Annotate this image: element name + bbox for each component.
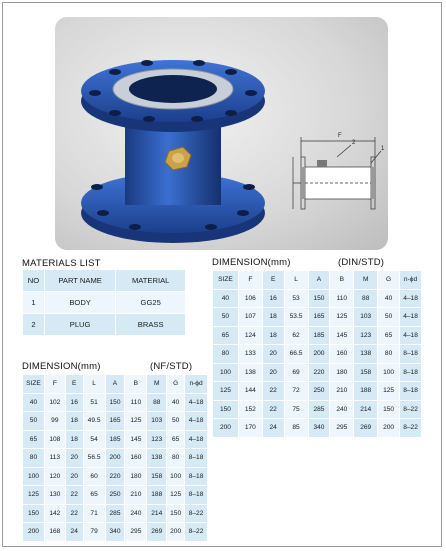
din-table-cell: 88 [354, 289, 378, 308]
nf-table-cell: 50 [167, 412, 185, 431]
nf-header-cell: E [65, 375, 83, 394]
materials-header-row [23, 270, 186, 292]
nf-table-cell: 50 [23, 412, 45, 431]
nf-table-cell: 102 [44, 393, 65, 412]
din-table-cell: 269 [354, 419, 378, 438]
nf-table-cell: 180 [125, 467, 147, 486]
din-table-cell: 160 [330, 345, 354, 364]
nf-table-cell: 60 [83, 467, 105, 486]
din-table-cell: 138 [354, 345, 378, 364]
nf-table-cell: 138 [147, 449, 167, 468]
nf-table-cell: 8–18 [185, 449, 208, 468]
nf-table-cell: 40 [23, 393, 45, 412]
nf-table-cell: 18 [65, 412, 83, 431]
nf-table-cell: 108 [44, 430, 65, 449]
nf-table-cell: 8–22 [185, 523, 208, 542]
din-standard: (DIN/STD) [338, 257, 385, 268]
din-header-cell: SIZE [213, 271, 239, 290]
din-table-cell: 125 [330, 308, 354, 327]
din-table-cell: 66.5 [284, 345, 308, 364]
nf-table-row [23, 467, 208, 486]
din-table-cell: 65 [378, 326, 400, 345]
din-table-cell: 145 [330, 326, 354, 345]
nf-table-cell: 125 [23, 486, 45, 505]
nf-table-cell: 65 [23, 430, 45, 449]
nf-table-cell: 54 [83, 430, 105, 449]
materials-cell: PLUG [44, 314, 115, 336]
drawing-label-f: F [338, 133, 342, 139]
nf-table-cell: 4–18 [185, 412, 208, 431]
nf-table-cell: 130 [44, 486, 65, 505]
nf-table-row [23, 449, 208, 468]
din-table-cell: 85 [284, 419, 308, 438]
nf-table-cell: 214 [147, 504, 167, 523]
din-table-cell: 295 [330, 419, 354, 438]
nf-table-cell: 71 [83, 504, 105, 523]
nf-table-cell: 18 [65, 430, 83, 449]
nf-table-cell: 269 [147, 523, 167, 542]
nf-table-cell: 150 [167, 504, 185, 523]
flange-coupling-illustration [55, 17, 388, 250]
din-table-row [213, 382, 422, 401]
din-table-cell: 240 [330, 400, 354, 419]
din-table-cell: 65 [213, 326, 239, 345]
nf-table-cell: 150 [105, 393, 125, 412]
nf-table-cell: 285 [105, 504, 125, 523]
din-header-cell: E [262, 271, 284, 290]
nf-table-cell: 49.5 [83, 412, 105, 431]
materials-cell: 2 [23, 314, 45, 336]
nf-table-cell: 20 [65, 449, 83, 468]
nf-table-cell: 20 [65, 467, 83, 486]
din-table-cell: 69 [284, 363, 308, 382]
din-table-cell: 200 [213, 419, 239, 438]
nf-table-cell: 8–18 [185, 486, 208, 505]
nf-table-cell: 160 [125, 449, 147, 468]
nf-header-cell: A [105, 375, 125, 394]
din-table-cell: 185 [308, 326, 330, 345]
materials-cell: BRASS [116, 314, 186, 336]
nf-table-cell: 40 [167, 393, 185, 412]
din-table-cell: 144 [238, 382, 262, 401]
materials-table [22, 269, 186, 336]
nf-table-cell: 125 [167, 486, 185, 505]
din-table-cell: 210 [330, 382, 354, 401]
nf-standard: (NF/STD) [150, 361, 193, 372]
nf-table-row [23, 504, 208, 523]
din-table-cell: 75 [284, 400, 308, 419]
din-table-cell: 53 [284, 289, 308, 308]
nf-title: DIMENSION(mm) [22, 361, 101, 372]
materials-header-material: MATERIAL [116, 270, 186, 292]
din-header-cell: F [238, 271, 262, 290]
nf-table-cell: 188 [147, 486, 167, 505]
nf-table-cell: 165 [105, 412, 125, 431]
din-table-cell: 158 [354, 363, 378, 382]
din-table-cell: 103 [354, 308, 378, 327]
din-header-row [213, 271, 422, 290]
materials-header-part: PART NAME [44, 270, 115, 292]
nf-table-row [23, 523, 208, 542]
nf-table-cell: 113 [44, 449, 65, 468]
nf-table-row [23, 430, 208, 449]
din-table-cell: 138 [238, 363, 262, 382]
drawing-label-2: 2 [352, 140, 356, 146]
din-table-cell: 20 [262, 345, 284, 364]
materials-row [23, 292, 186, 314]
nf-table-cell: 51 [83, 393, 105, 412]
din-table-cell: 4–18 [400, 326, 422, 345]
din-table-cell: 124 [238, 326, 262, 345]
nf-table-cell: 99 [44, 412, 65, 431]
nf-table-cell: 120 [44, 467, 65, 486]
nf-table-cell: 8–22 [185, 504, 208, 523]
nf-table-cell: 125 [125, 412, 147, 431]
materials-cell: BODY [44, 292, 115, 314]
din-table-cell: 4–18 [400, 308, 422, 327]
din-header-cell: A [308, 271, 330, 290]
din-table-row [213, 419, 422, 438]
din-table-cell: 80 [213, 345, 239, 364]
din-table-cell: 200 [378, 419, 400, 438]
nf-header-cell: n-ϕd [185, 375, 208, 394]
nf-table-cell: 340 [105, 523, 125, 542]
din-table-cell: 340 [308, 419, 330, 438]
din-table-cell: 4–18 [400, 289, 422, 308]
nf-table-cell: 4–18 [185, 393, 208, 412]
din-table-row [213, 326, 422, 345]
nf-table-cell: 80 [167, 449, 185, 468]
nf-table-cell: 8–18 [185, 467, 208, 486]
din-table-cell: 107 [238, 308, 262, 327]
din-header-cell: L [284, 271, 308, 290]
din-table-cell: 8–18 [400, 345, 422, 364]
din-table-cell: 200 [308, 345, 330, 364]
din-table-cell: 24 [262, 419, 284, 438]
nf-table-cell: 110 [125, 393, 147, 412]
nf-header-cell: M [147, 375, 167, 394]
din-table-cell: 72 [284, 382, 308, 401]
din-table-row [213, 363, 422, 382]
nf-table-row [23, 486, 208, 505]
nf-table-cell: 80 [23, 449, 45, 468]
drawing-label-1: 1 [381, 146, 385, 152]
nf-table-cell: 65 [167, 430, 185, 449]
din-table-cell: 22 [262, 382, 284, 401]
nf-header-cell: G [167, 375, 185, 394]
din-table-cell: 8–22 [400, 400, 422, 419]
din-table-row [213, 308, 422, 327]
din-table-row [213, 400, 422, 419]
din-table-cell: 53.5 [284, 308, 308, 327]
din-table-row [213, 289, 422, 308]
materials-header-no: NO [23, 270, 45, 292]
din-table-cell: 8–18 [400, 363, 422, 382]
nf-table-cell: 56.5 [83, 449, 105, 468]
nf-table-cell: 24 [65, 523, 83, 542]
nf-table-cell: 220 [105, 467, 125, 486]
din-table-cell: 8–22 [400, 419, 422, 438]
nf-table-cell: 250 [105, 486, 125, 505]
din-table-cell: 50 [378, 308, 400, 327]
din-header-cell: B [330, 271, 354, 290]
nf-header-cell: B [125, 375, 147, 394]
din-table-cell: 125 [213, 382, 239, 401]
nf-table-cell: 200 [167, 523, 185, 542]
din-table-cell: 125 [378, 382, 400, 401]
nf-table-cell: 79 [83, 523, 105, 542]
nf-table-cell: 185 [105, 430, 125, 449]
nf-dimension-table [22, 374, 208, 542]
nf-table-cell: 22 [65, 486, 83, 505]
nf-table-cell: 88 [147, 393, 167, 412]
nf-header-row [23, 375, 208, 394]
nf-table-cell: 100 [23, 467, 45, 486]
nf-table-cell: 4–18 [185, 430, 208, 449]
nf-table-cell: 103 [147, 412, 167, 431]
din-table-cell: 250 [308, 382, 330, 401]
nf-table-cell: 123 [147, 430, 167, 449]
nf-table-cell: 16 [65, 393, 83, 412]
din-table-cell: 20 [262, 363, 284, 382]
din-table-cell: 150 [378, 400, 400, 419]
materials-row [23, 314, 186, 336]
nf-table-cell: 150 [23, 504, 45, 523]
nf-header-cell: L [83, 375, 105, 394]
din-table-cell: 110 [330, 289, 354, 308]
nf-header-cell: F [44, 375, 65, 394]
din-table-cell: 80 [378, 345, 400, 364]
nf-table-cell: 210 [125, 486, 147, 505]
materials-cell: 1 [23, 292, 45, 314]
materials-title: MATERIALS LIST [22, 258, 101, 269]
din-table-cell: 285 [308, 400, 330, 419]
din-table-cell: 133 [238, 345, 262, 364]
din-table-cell: 8–18 [400, 382, 422, 401]
materials-cell: GG25 [116, 292, 186, 314]
din-header-cell: M [354, 271, 378, 290]
din-table-cell: 180 [330, 363, 354, 382]
nf-table-cell: 100 [167, 467, 185, 486]
din-table-cell: 123 [354, 326, 378, 345]
product-photo-panel [55, 17, 388, 250]
din-table-cell: 62 [284, 326, 308, 345]
din-table-cell: 150 [213, 400, 239, 419]
din-table-cell: 22 [262, 400, 284, 419]
din-table-cell: 170 [238, 419, 262, 438]
nf-table-cell: 200 [105, 449, 125, 468]
nf-table-cell: 65 [83, 486, 105, 505]
din-table-cell: 152 [238, 400, 262, 419]
nf-table-cell: 142 [44, 504, 65, 523]
din-title: DIMENSION(mm) [212, 257, 291, 268]
din-table-cell: 100 [378, 363, 400, 382]
din-table-cell: 40 [378, 289, 400, 308]
din-table-cell: 18 [262, 308, 284, 327]
din-table-cell: 18 [262, 326, 284, 345]
nf-header-cell: SIZE [23, 375, 45, 394]
din-header-cell: G [378, 271, 400, 290]
nf-table-cell: 145 [125, 430, 147, 449]
din-table-cell: 106 [238, 289, 262, 308]
nf-table-cell: 168 [44, 523, 65, 542]
nf-table-row [23, 412, 208, 431]
nf-table-cell: 22 [65, 504, 83, 523]
din-table-cell: 16 [262, 289, 284, 308]
din-table-cell: 214 [354, 400, 378, 419]
din-table-cell: 188 [354, 382, 378, 401]
din-table-cell: 220 [308, 363, 330, 382]
din-table-row [213, 345, 422, 364]
din-header-cell: n-ϕd [400, 271, 422, 290]
nf-table-row [23, 393, 208, 412]
din-table-cell: 165 [308, 308, 330, 327]
din-dimension-table [212, 270, 422, 438]
nf-table-cell: 200 [23, 523, 45, 542]
nf-table-cell: 240 [125, 504, 147, 523]
din-table-cell: 150 [308, 289, 330, 308]
din-table-cell: 50 [213, 308, 239, 327]
din-table-cell: 100 [213, 363, 239, 382]
nf-table-cell: 295 [125, 523, 147, 542]
nf-table-cell: 158 [147, 467, 167, 486]
din-table-cell: 40 [213, 289, 239, 308]
